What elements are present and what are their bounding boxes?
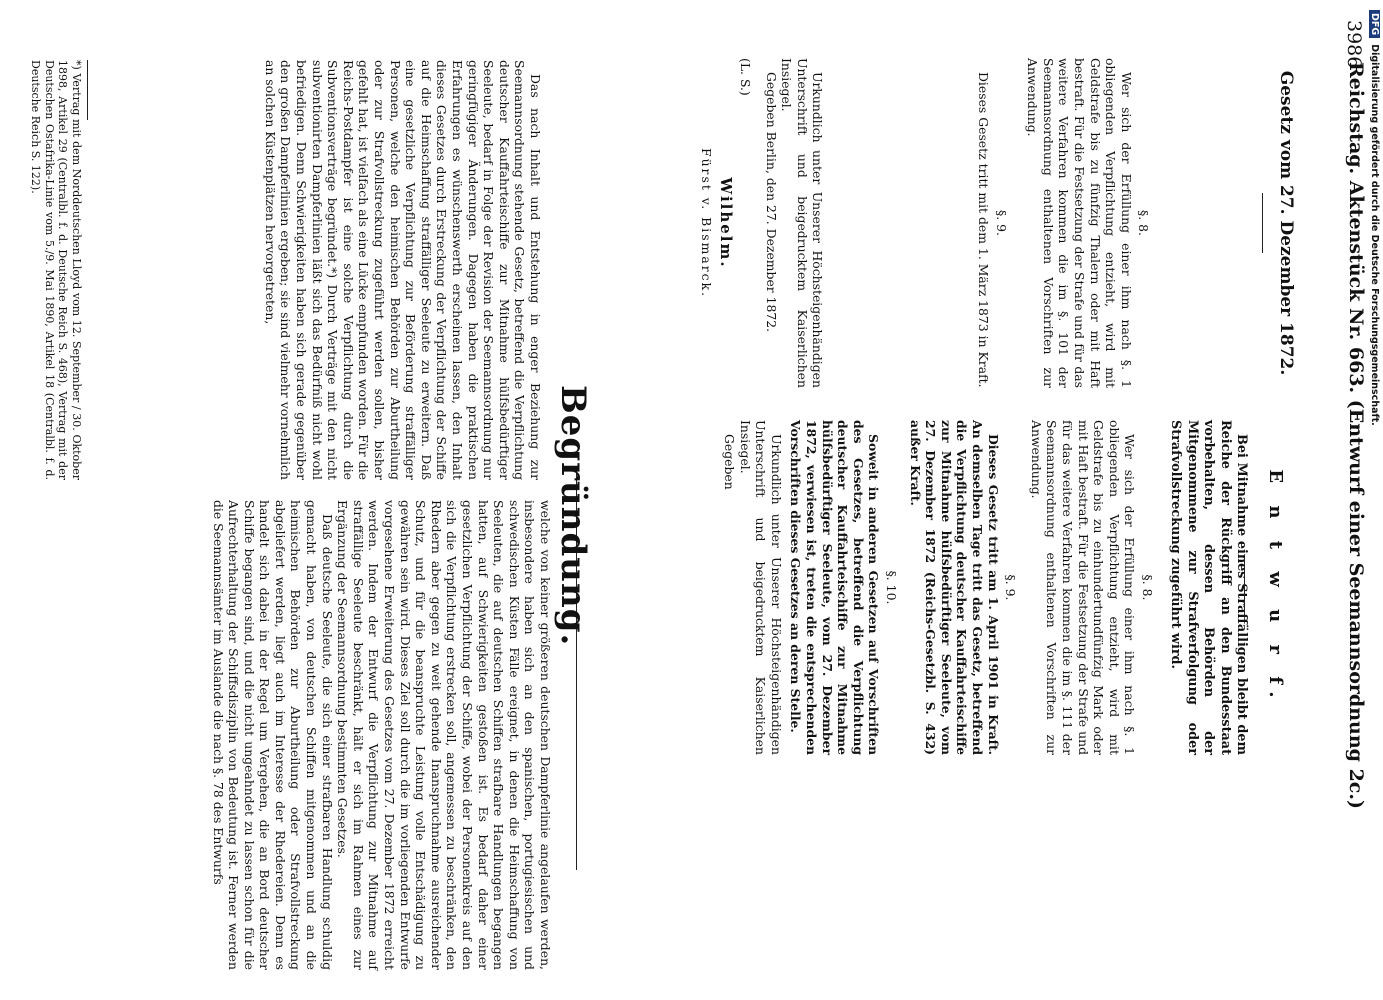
signature-chancellor: Fürst v. Bismarck. bbox=[698, 147, 714, 299]
law-1872-sec8-text: Wer sich der Erfüllung einer ihm nach §. 1 obliegenden Verpflichtung entzieht, wird mit Geldstrafe bis zu fünfzig Thalern oder mit Haft bestraft. Für die Festsetzung der Strafe und für das weitere Verfahren kommen die im §. 101 der Seemannsordnung enthaltenen Vorschriften zur Anwendung. bbox=[1025, 58, 1134, 388]
draft-sec8-text: Wer sich der Erfüllung einer ihm nach §. 1 obliegenden Verpflichtung entzieht, wird mit Geldstrafe bis zu einhundertundfünfzig Mark oder mit Haft bestraft. Für die Festsetzung der Strafe und für das weitere Verfahren kommen die im §. 111 der Seemannsordnung enthaltenen Vorschriften zur Anwendung. bbox=[1028, 420, 1138, 755]
law-1872-sec8-heading: §. 8. bbox=[1136, 210, 1152, 236]
law-1872-given: Gegeben Berlin, den 27. Dezember 1872. bbox=[763, 72, 779, 333]
law-1872-column bbox=[698, 58, 1296, 388]
dfg-logo: DFG bbox=[1369, 10, 1380, 38]
dfg-credit-text: Digitalisierung gefördert durch die Deutsche Forschungsgemeinschaft. bbox=[1369, 44, 1380, 426]
draft-heading: E n t w u r f. bbox=[1265, 469, 1286, 706]
draft-column bbox=[721, 420, 1286, 755]
draft-sec10-text: Soweit in anderen Gesetzen auf Vorschriften des Gesetzes, betreffend die Verpflichtung deutscher Kauffahrteischiffe zur Mitnahme hülfsbedürftiger Seeleute, vom 27. Dezember 1872, verwiesen ist, treten die entsprechenden Vorschriften dieses Gesetzes an deren Stelle. bbox=[788, 420, 882, 755]
footnote-rule bbox=[87, 60, 88, 120]
draft-given: Gegeben bbox=[722, 434, 738, 490]
law-1872-sec9-heading: §. 9. bbox=[993, 210, 1009, 236]
law-1872-closing: Urkundlich unter Unserer Höchsteigenhändigen Unterschrift und beigedrucktem Kaiserlichen Insiegel. bbox=[779, 58, 826, 388]
law-1872-heading: Gesetz vom 27. Dezember 1872. bbox=[1276, 70, 1296, 376]
seal-mark: (L. S.) bbox=[738, 58, 754, 96]
draft-closing: Urkundlich unter Unserer Höchsteigenhändigen Unterschrift und beigedrucktem Kaiserlichen Insiegel. bbox=[737, 420, 784, 755]
law-1872-sec9-text: Dieses Gesetz tritt mit dem 1. März 1873 in Kraft. bbox=[976, 72, 992, 388]
draft-sec10-heading: §. 10. bbox=[884, 570, 899, 605]
draft-sec8-heading: §. 8. bbox=[1139, 574, 1155, 601]
signature-emperor: Wilhelm. bbox=[717, 177, 736, 269]
begruendung-column-left bbox=[262, 60, 543, 480]
digitization-credit bbox=[1368, 10, 1380, 990]
page-number: 3986 bbox=[1343, 20, 1365, 69]
begruendung-para-2: welche von keiner größeren deutschen Dampferlinie angelaufen werden, insbesondere haben sich an den spanischen, portugiesischen und schwedischen Küsten Fälle ereignet, in denen die Heimschaffung von Seeleuten, die auf deutschen Schiffen strafbare Handlungen begangen hatten, auf Schwierigkeiten gestoßen ist. Es bedarf daher einer gesetzlichen Verpflichtung der Schiffe, wobei der Personenkreis auf den sich die Verpflichtung erstrecken soll, angemessen zu beschränken, den Rhedern aber gegen zu weit gehende Inanspruchnahme ausreichender Schutz, und für die beanspruchte Leistung volle Entschädigung zu gewähren sein wird. Dieses Ziel soll durch die im vorliegenden Entwurfe vorgesehene Erweiterung des Gesetzes vom 27. Dezember 1872 erreicht werden. Indem der Entwurf die Verpflichtung zur Mitnahme auf straffällige Seeleute beschränkt, hält er sich im Rahmen eines zur Ergänzung der Seemannsordnung bestimmten Gesetzes. bbox=[335, 500, 553, 970]
begruendung-para-1: Das nach Inhalt und Entstehung in enger Beziehung zur Seemannsordnung stehende Gesetz, betreffend die Verpflichtung deutscher Kauffahrteischiffe zur Mitnahme hülfsbedürftiger Seeleute, bedarf in Folge der Revision der Seemannsordnung nur geringfügiger Änderungen. Dagegen haben die praktischen Erfahrungen es wünschenswerth erscheinen lassen, den Inhalt dieses Gesetzes durch Erstreckung der Verpflichtung der Schiffe auf die Heimschaffung straffälliger Seeleute zu erweitern. Daß eine gesetzliche Verpflichtung zur Beförderung straffälliger Personen, welche den heimischen Behörden zur Aburtheilung oder zur Strafvollstreckung zugeführt werden sollen, bisher gefehlt hat, ist vielfach als eine Lücke empfunden worden. Für die Reichs-Postdampfer ist eine solche Verpflichtung durch die Subventionsverträge begründet.*) Durch Verträge mit den nicht subventionirten Dampferlinien läßt sich das Bedürfniß nicht wohl befriedigen. Denn Schwierigkeiten haben sich gerade gegenüber den großen Dampferlinien ergeben; sie sind vielmehr vornehmlich an solchen Küstenplätzen hervorgetreten, bbox=[262, 60, 543, 480]
begruendung-title: Begründung. bbox=[553, 385, 593, 647]
running-title: Reichstag. Aktenstück Nr. 663. (Entwurf einer Seemannsordnung 2c.) bbox=[1345, 62, 1367, 809]
draft-intro: Bei Mitnahme eines Straffälligen bleibt dem Reiche der Rückgriff an den Bundesstaat vorbehalten, dessen Behörden der Mitgenommene zur Strafverfolgung oder Strafvollstreckung zugeführt wird. bbox=[1168, 420, 1250, 755]
begruendung-column-right bbox=[210, 500, 553, 970]
footnote: *) Vertrag mit dem Norddeutschen Lloyd vom 12. September / 30. Oktober 1898, Artikel 29 (Centralbl. f. d. Deutsche Reich S. 468), Vertrag mit der Deutschen Ostafrika-Linie vom 5./9. Mai 1890, Artikel 18 (Centralbl. f. d. Deutsche Reich S. 122). bbox=[29, 60, 83, 480]
heading-rule bbox=[1262, 193, 1263, 253]
draft-sec9-heading: §. 9. bbox=[1003, 574, 1019, 601]
begruendung-para-3: Daß deutsche Seeleute, die sich einer strafbaren Handlung schuldig gemacht haben, von deutschen Schiffen mitgenommen und an die heimischen Behörden zur Aburtheilung oder Strafvollstreckung abgeliefert werden, liegt auch im Interesse der Rhedereien. Denn es handelt sich dabei in der Regel um Vergehen, die an Bord deutscher Schiffe begangen sind, und die nicht ungeahndet zu lassen schon für die Aufrechterhaltung der Schiffsdisziplin von Bedeutung ist. Ferner werden die Seemannsämter im Auslande die nach §. 78 des Entwurfs bbox=[210, 500, 335, 970]
draft-sec9-text: Dieses Gesetz tritt am 1. April 1901 in Kraft. An demselben Tage tritt das Gesetz, betreffend die Verpflichtung deutscher Kauffahrteischiffe zur Mitnahme hülfsbedürftiger Seeleute, vom 27. Dezember 1872 (Reichs-Gesetzbl. S. 432) außer Kraft. bbox=[907, 420, 1001, 755]
draft-heading-rule bbox=[1244, 557, 1245, 617]
